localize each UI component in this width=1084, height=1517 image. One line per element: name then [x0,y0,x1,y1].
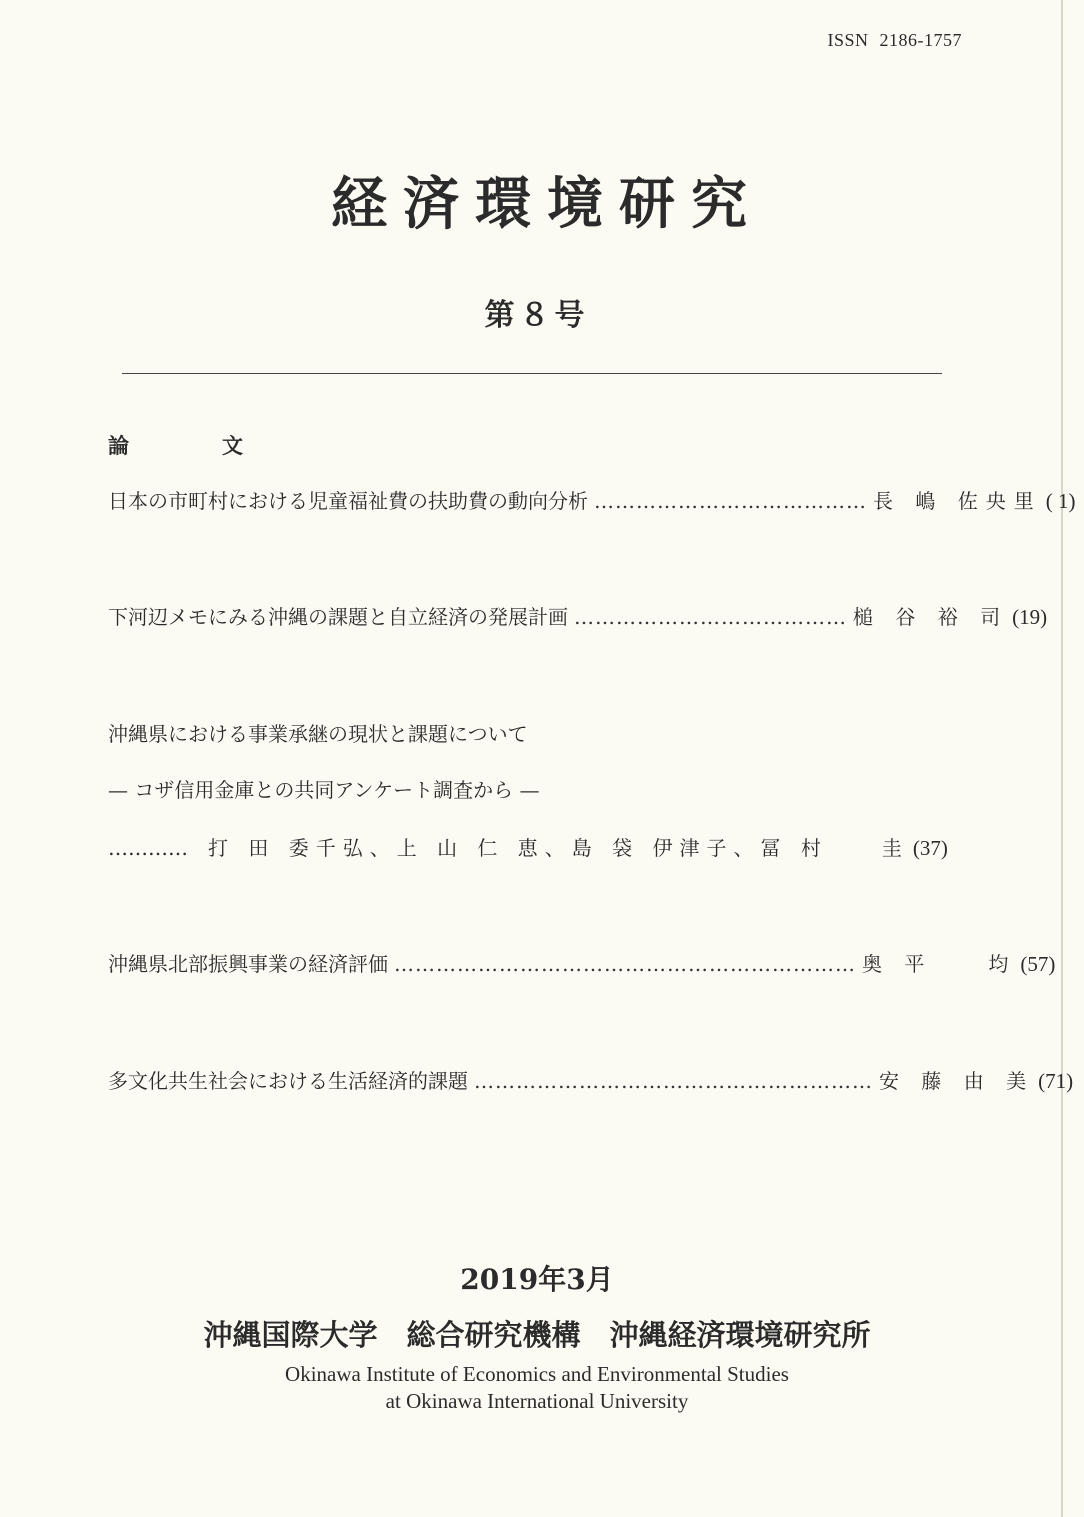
article-page: (37) [912,836,948,860]
toc-entry-2 [108,601,1048,630]
issue-number: 第８号 [484,298,590,333]
divider-rule [122,373,942,374]
article-title: 沖縄県における事業承継の現状と課題について [108,722,528,746]
toc-entry-1 [108,485,1076,514]
publisher-english-line-2: at Okinawa International University [385,1389,689,1413]
toc-entry-5 [108,1065,1074,1094]
journal-title: 経済環境研究 [331,171,763,237]
article-author: 槌 谷 裕 司 [853,605,1009,629]
leader-dots: ………………………………………………… [474,1069,873,1093]
leader-dots: ………… [108,836,188,860]
article-author: 奥 平 均 [862,952,1017,976]
leader-dots: ………………………………… [594,489,867,513]
article-title: 日本の市町村における児童福祉費の扶助費の動向分析 [108,489,588,513]
article-page: (19) [1012,605,1048,629]
article-title: 下河辺メモにみる沖縄の課題と自立経済の発展計画 [108,605,568,629]
article-author: 安 藤 由 美 [879,1069,1035,1093]
publisher-name: 沖縄国際大学 総合研究機構 沖縄経済環境研究所 [203,1318,871,1352]
article-subtitle: — コザ信用金庫との共同アンケート調査から — [108,778,540,802]
article-page: (71) [1038,1069,1074,1093]
article-author: 長 嶋 佐央里 [873,489,1042,513]
article-title: 沖縄県北部振興事業の経済評価 [108,952,388,976]
article-page: ( 1) [1045,489,1076,513]
publication-date: 2019年3月 [460,1263,614,1296]
article-authors: 打 田 委千弘、上 山 仁 恵、島 袋 伊津子、冨 村 圭 [208,836,909,860]
leader-dots: ………………………………… [574,605,847,629]
leader-dots: ………………………………………………………… [394,952,856,976]
toc-entry-4 [108,948,1056,977]
issn-number: ISSN 2186-1757 [827,30,962,50]
article-page: (57) [1020,952,1056,976]
toc-entry-3 [108,832,946,861]
section-heading: 論 文 [108,433,279,458]
article-title: 多文化共生社会における生活経済的課題 [108,1069,468,1093]
publisher-english-line-1: Okinawa Institute of Economics and Environmental Studies [285,1362,789,1386]
